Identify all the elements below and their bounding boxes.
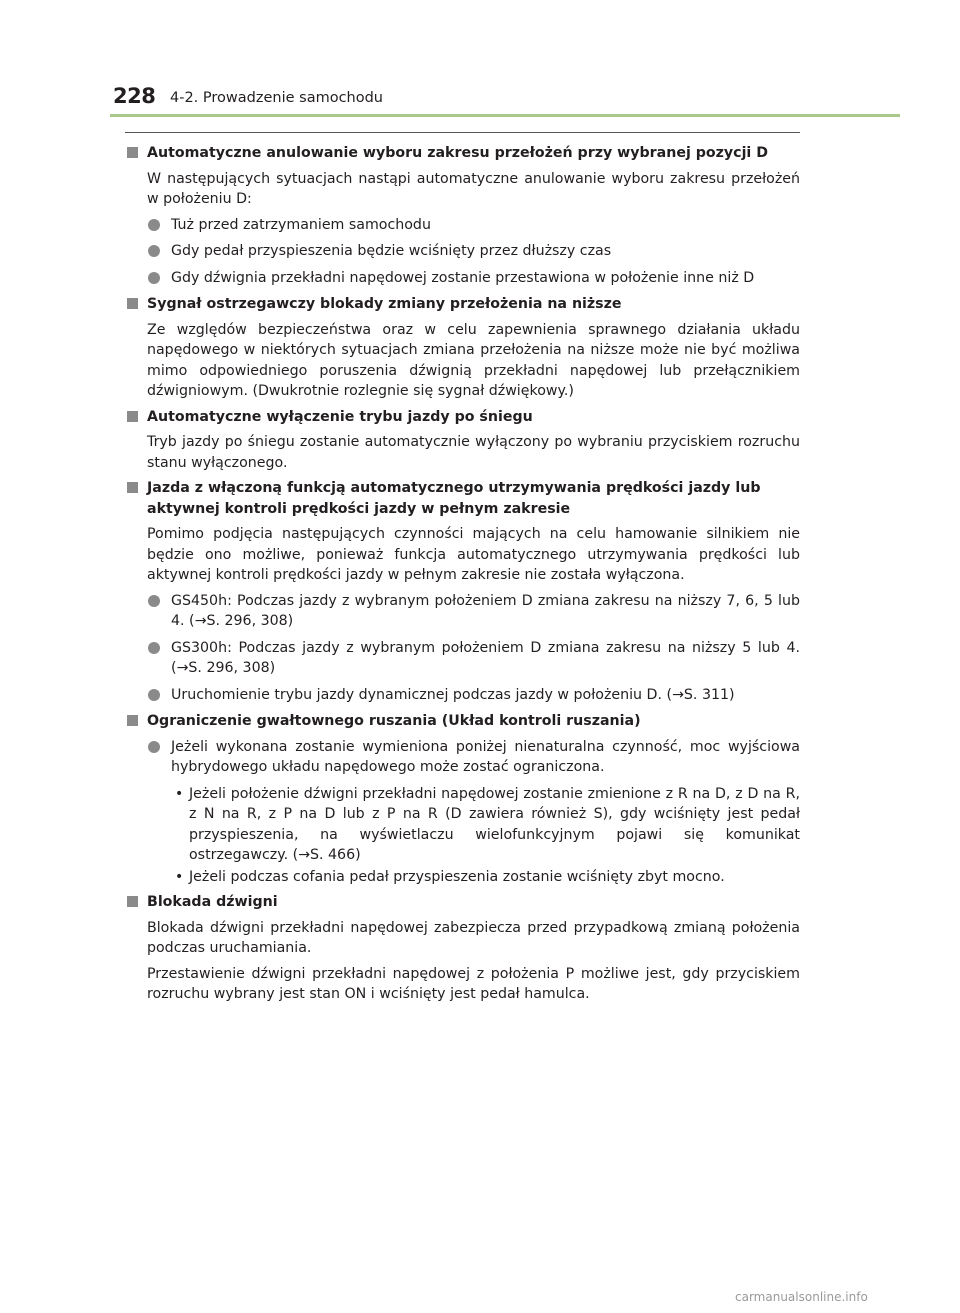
watermark: carmanualsonline.info xyxy=(735,1290,868,1304)
paragraph: Przestawienie dźwigni przekładni napędowej z położenia P możliwe jest, gdy przyciskiem rozruchu wybrany jest stan ON i wciśnięty jest pedał hamulca. xyxy=(147,965,800,1002)
header-rule xyxy=(110,114,900,117)
round-bullet-icon xyxy=(148,689,160,701)
list-item: Tuż przed zatrzymaniem samochodu xyxy=(147,215,800,236)
page-number: 228 xyxy=(113,84,156,108)
square-bullet-icon xyxy=(127,896,138,907)
sub-list-item: • Jeżeli położenie dźwigni przekładni napędowej zostanie zmienione z R na D, z D na R, z N na R, z P na D lub z P na R (D zawiera również S), gdy wciśnięty jest pedał przyspieszenia, na wyświetlaczu wielofunkcyjnym pojawi się komunikat ostrzegawczy. (→S. 466) xyxy=(175,785,800,863)
section-heading: Jazda z włączoną funkcją automatycznego utrzymywania prędkości jazdy lub aktywnej kontroli prędkości jazdy w pełnym zakresie xyxy=(125,478,800,519)
list-item: Gdy pedał przyspieszenia będzie wciśnięty przez dłuższy czas xyxy=(147,241,800,262)
page-header xyxy=(0,0,960,120)
round-bullet-icon xyxy=(148,245,160,257)
round-bullet-icon xyxy=(148,272,160,284)
content-rule xyxy=(125,132,800,133)
list-item: GS300h: Podczas jazdy z wybranym położeniem D zmiana zakresu na niższy 5 lub 4. (→S. 296, 308) xyxy=(147,638,800,679)
section-heading: Blokada dźwigni xyxy=(125,892,800,913)
section-heading: Sygnał ostrzegawczy blokady zmiany przełożenia na niższe xyxy=(125,294,800,315)
square-bullet-icon xyxy=(127,147,138,158)
round-bullet-icon xyxy=(148,741,160,753)
list-item: Gdy dźwignia przekładni napędowej zostanie przestawiona w położenie inne niż D xyxy=(147,268,800,289)
small-bullet-icon: • xyxy=(175,868,184,885)
paragraph: Blokada dźwigni przekładni napędowej zabezpiecza przed przypadkową zmianą położenia podczas uruchamiania. xyxy=(147,919,800,956)
section-title: 4-2. Prowadzenie samochodu xyxy=(170,90,383,106)
document-body xyxy=(125,143,800,1010)
paragraph: W następujących sytuacjach nastąpi automatyczne anulowanie wyboru zakresu przełożeń w położeniu D: xyxy=(147,170,800,207)
square-bullet-icon xyxy=(127,298,138,309)
small-bullet-icon: • xyxy=(175,785,184,802)
list-item: Uruchomienie trybu jazdy dynamicznej podczas jazdy w położeniu D. (→S. 311) xyxy=(147,685,800,706)
paragraph: Ze względów bezpieczeństwa oraz w celu zapewnienia sprawnego działania układu napędowego w niektórych sytuacjach zmiana przełożenia na niższe może nie być możliwa mimo odpowiedniego poruszenia dźwignią przekładni napędowej lub przełącznikiem dźwigniowym. (Dwukrotnie rozlegnie się sygnał dźwiękowy.) xyxy=(147,321,800,399)
round-bullet-icon xyxy=(148,219,160,231)
round-bullet-icon xyxy=(148,642,160,654)
paragraph: Pomimo podjęcia następujących czynności mających na celu hamowanie silnikiem nie będzie ono możliwe, ponieważ funkcja automatycznego utrzymywania prędkości lub aktywnej kontroli prędkości jazdy w pełnym zakresie nie została wyłączona. xyxy=(147,526,800,583)
square-bullet-icon xyxy=(127,482,138,493)
square-bullet-icon xyxy=(127,411,138,422)
paragraph: Tryb jazdy po śniegu zostanie automatycznie wyłączony po wybraniu przyciskiem rozruchu stanu wyłączonego. xyxy=(147,434,800,471)
section-heading: Ograniczenie gwałtownego ruszania (Układ kontroli ruszania) xyxy=(125,711,800,732)
list-item: GS450h: Podczas jazdy z wybranym położeniem D zmiana zakresu na niższy 7, 6, 5 lub 4. (→S. 296, 308) xyxy=(147,591,800,632)
square-bullet-icon xyxy=(127,715,138,726)
list-item: Jeżeli wykonana zostanie wymieniona poniżej nienaturalna czynność, moc wyjściowa hybrydowego układu napędowego może zostać ograniczona. xyxy=(147,737,800,778)
round-bullet-icon xyxy=(148,595,160,607)
section-heading: Automatyczne wyłączenie trybu jazdy po śniegu xyxy=(125,407,800,428)
sub-list-item: • Jeżeli podczas cofania pedał przyspieszenia zostanie wciśnięty zbyt mocno. xyxy=(171,867,800,888)
section-heading: Automatyczne anulowanie wyboru zakresu przełożeń przy wybranej pozycji D xyxy=(125,143,800,164)
